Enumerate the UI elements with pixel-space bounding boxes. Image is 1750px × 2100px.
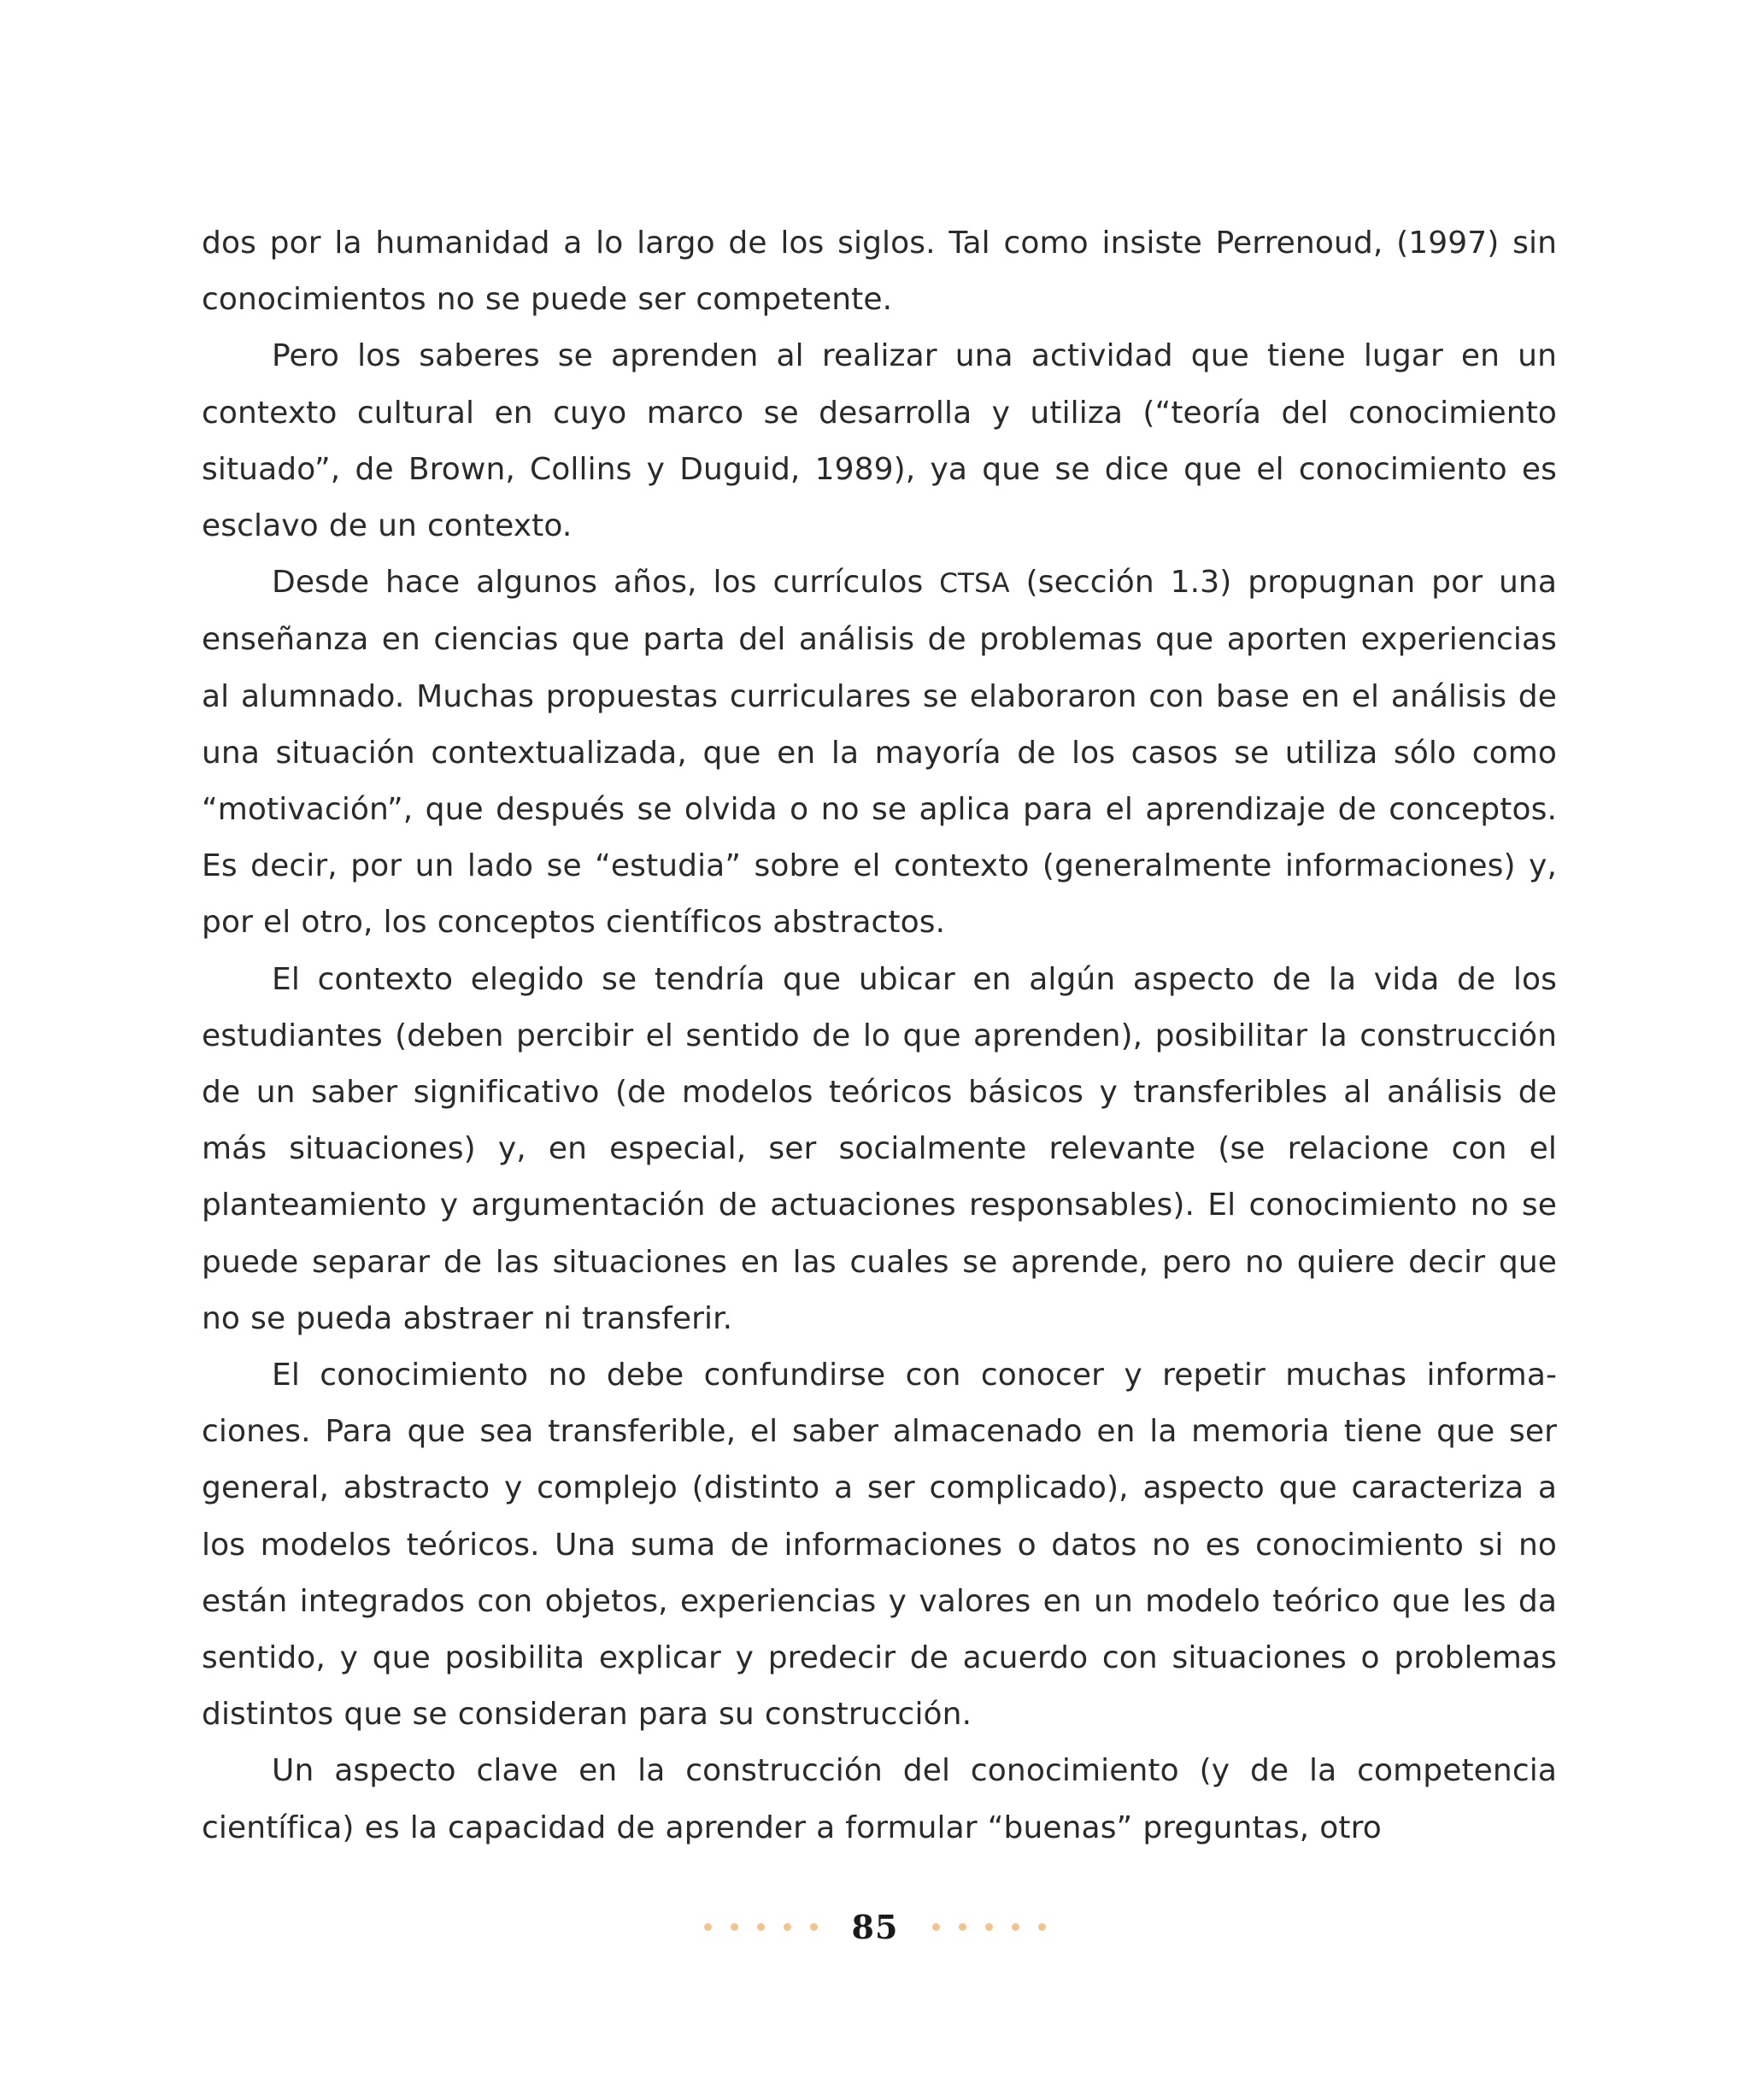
dot-ornament	[784, 1923, 791, 1931]
paragraph-2: Pero los saberes se aprenden al realizar una actividad que tiene lugar en un contexto cultural en cuyo marco se desarrolla y utiliza (“teoría del conocimiento situado”, de Brown, Collins y Duguid, 1989), ya que se dice que el conocimiento es esclavo de un contexto.	[202, 338, 1557, 544]
dot-ornament	[704, 1923, 712, 1931]
dot-ornament	[959, 1923, 966, 1931]
dot-ornament	[1038, 1923, 1046, 1931]
dot-ornament	[810, 1923, 818, 1931]
right-dots-ornament	[932, 1923, 1046, 1931]
paragraph-3-text-before: Desde hace algunos años, los currículos	[272, 565, 940, 601]
paragraph-4: El contexto elegido se tendría que ubicar en algún aspecto de la vida de los estudiantes (deben percibir el sentido de lo que aprenden), posibilitar la construcción de un saber significativo (de modelos teóricos básicos y transferibles al análisis de más situaciones) y, en especial, ser socialmente relevante (se relacione con el planteamiento y argumentación de actuaciones responsables). El conocimiento no se puede separar de las situaciones en las cuales se aprende, pero no quiere decir que no se pueda abstraer ni transferir.	[202, 961, 1557, 1336]
page-footer	[0, 1897, 1750, 1956]
dot-ornament	[985, 1923, 993, 1931]
body-text	[202, 215, 1557, 1857]
paragraph-3	[202, 554, 1557, 951]
left-dots-ornament	[704, 1923, 818, 1931]
page-number: 85	[851, 1907, 899, 1946]
dot-ornament	[932, 1923, 940, 1931]
ctsa-abbreviation: CTSA	[939, 568, 1010, 600]
dot-ornament	[731, 1923, 738, 1931]
paragraph-5: El conocimiento no debe confundirse con conocer y repetir muchas informaciones. Para que sea transferible, el saber almacenado en la memoria tiene que ser general, abstracto y complejo (distinto a ser complicado), aspecto que caracteriza a los modelos teóricos. Una suma de informaciones o datos no es conocimiento si no están integrados con objetos, experiencias y valores en un modelo teórico que les da sentido, y que posibilita explicar y predecir de acuerdo con situaciones o problemas distintos que se consideran para su construcción.	[202, 1358, 1557, 1733]
paragraph-3-text-after: (sección 1.3) propugnan por una enseñanza en ciencias que parta del análisis de problemas que aporten experiencias al alumnado. Muchas propuestas curriculares se elaboraron con base en el análisis de una situación contextualizada, que en la mayoría de los casos se utiliza sólo como “motivación”, que después se olvida o no se aplica para el aprendizaje de conceptos. Es decir, por un lado se “estudia” sobre el contexto (generalmente informaciones) y, por el otro, los conceptos científicos abstractos.	[202, 565, 1557, 941]
dot-ornament	[1012, 1923, 1019, 1931]
paragraph-1: dos por la humanidad a lo largo de los siglos. Tal como insiste Perrenoud, (1997) sin conocimientos no se puede ser competente.	[202, 226, 1557, 318]
dot-ornament	[757, 1923, 765, 1931]
paragraph-6: Un aspecto clave en la construcción del conocimiento (y de la competencia científica) es la capacidad de aprender a formular “buenas” preguntas, otro	[202, 1753, 1557, 1845]
